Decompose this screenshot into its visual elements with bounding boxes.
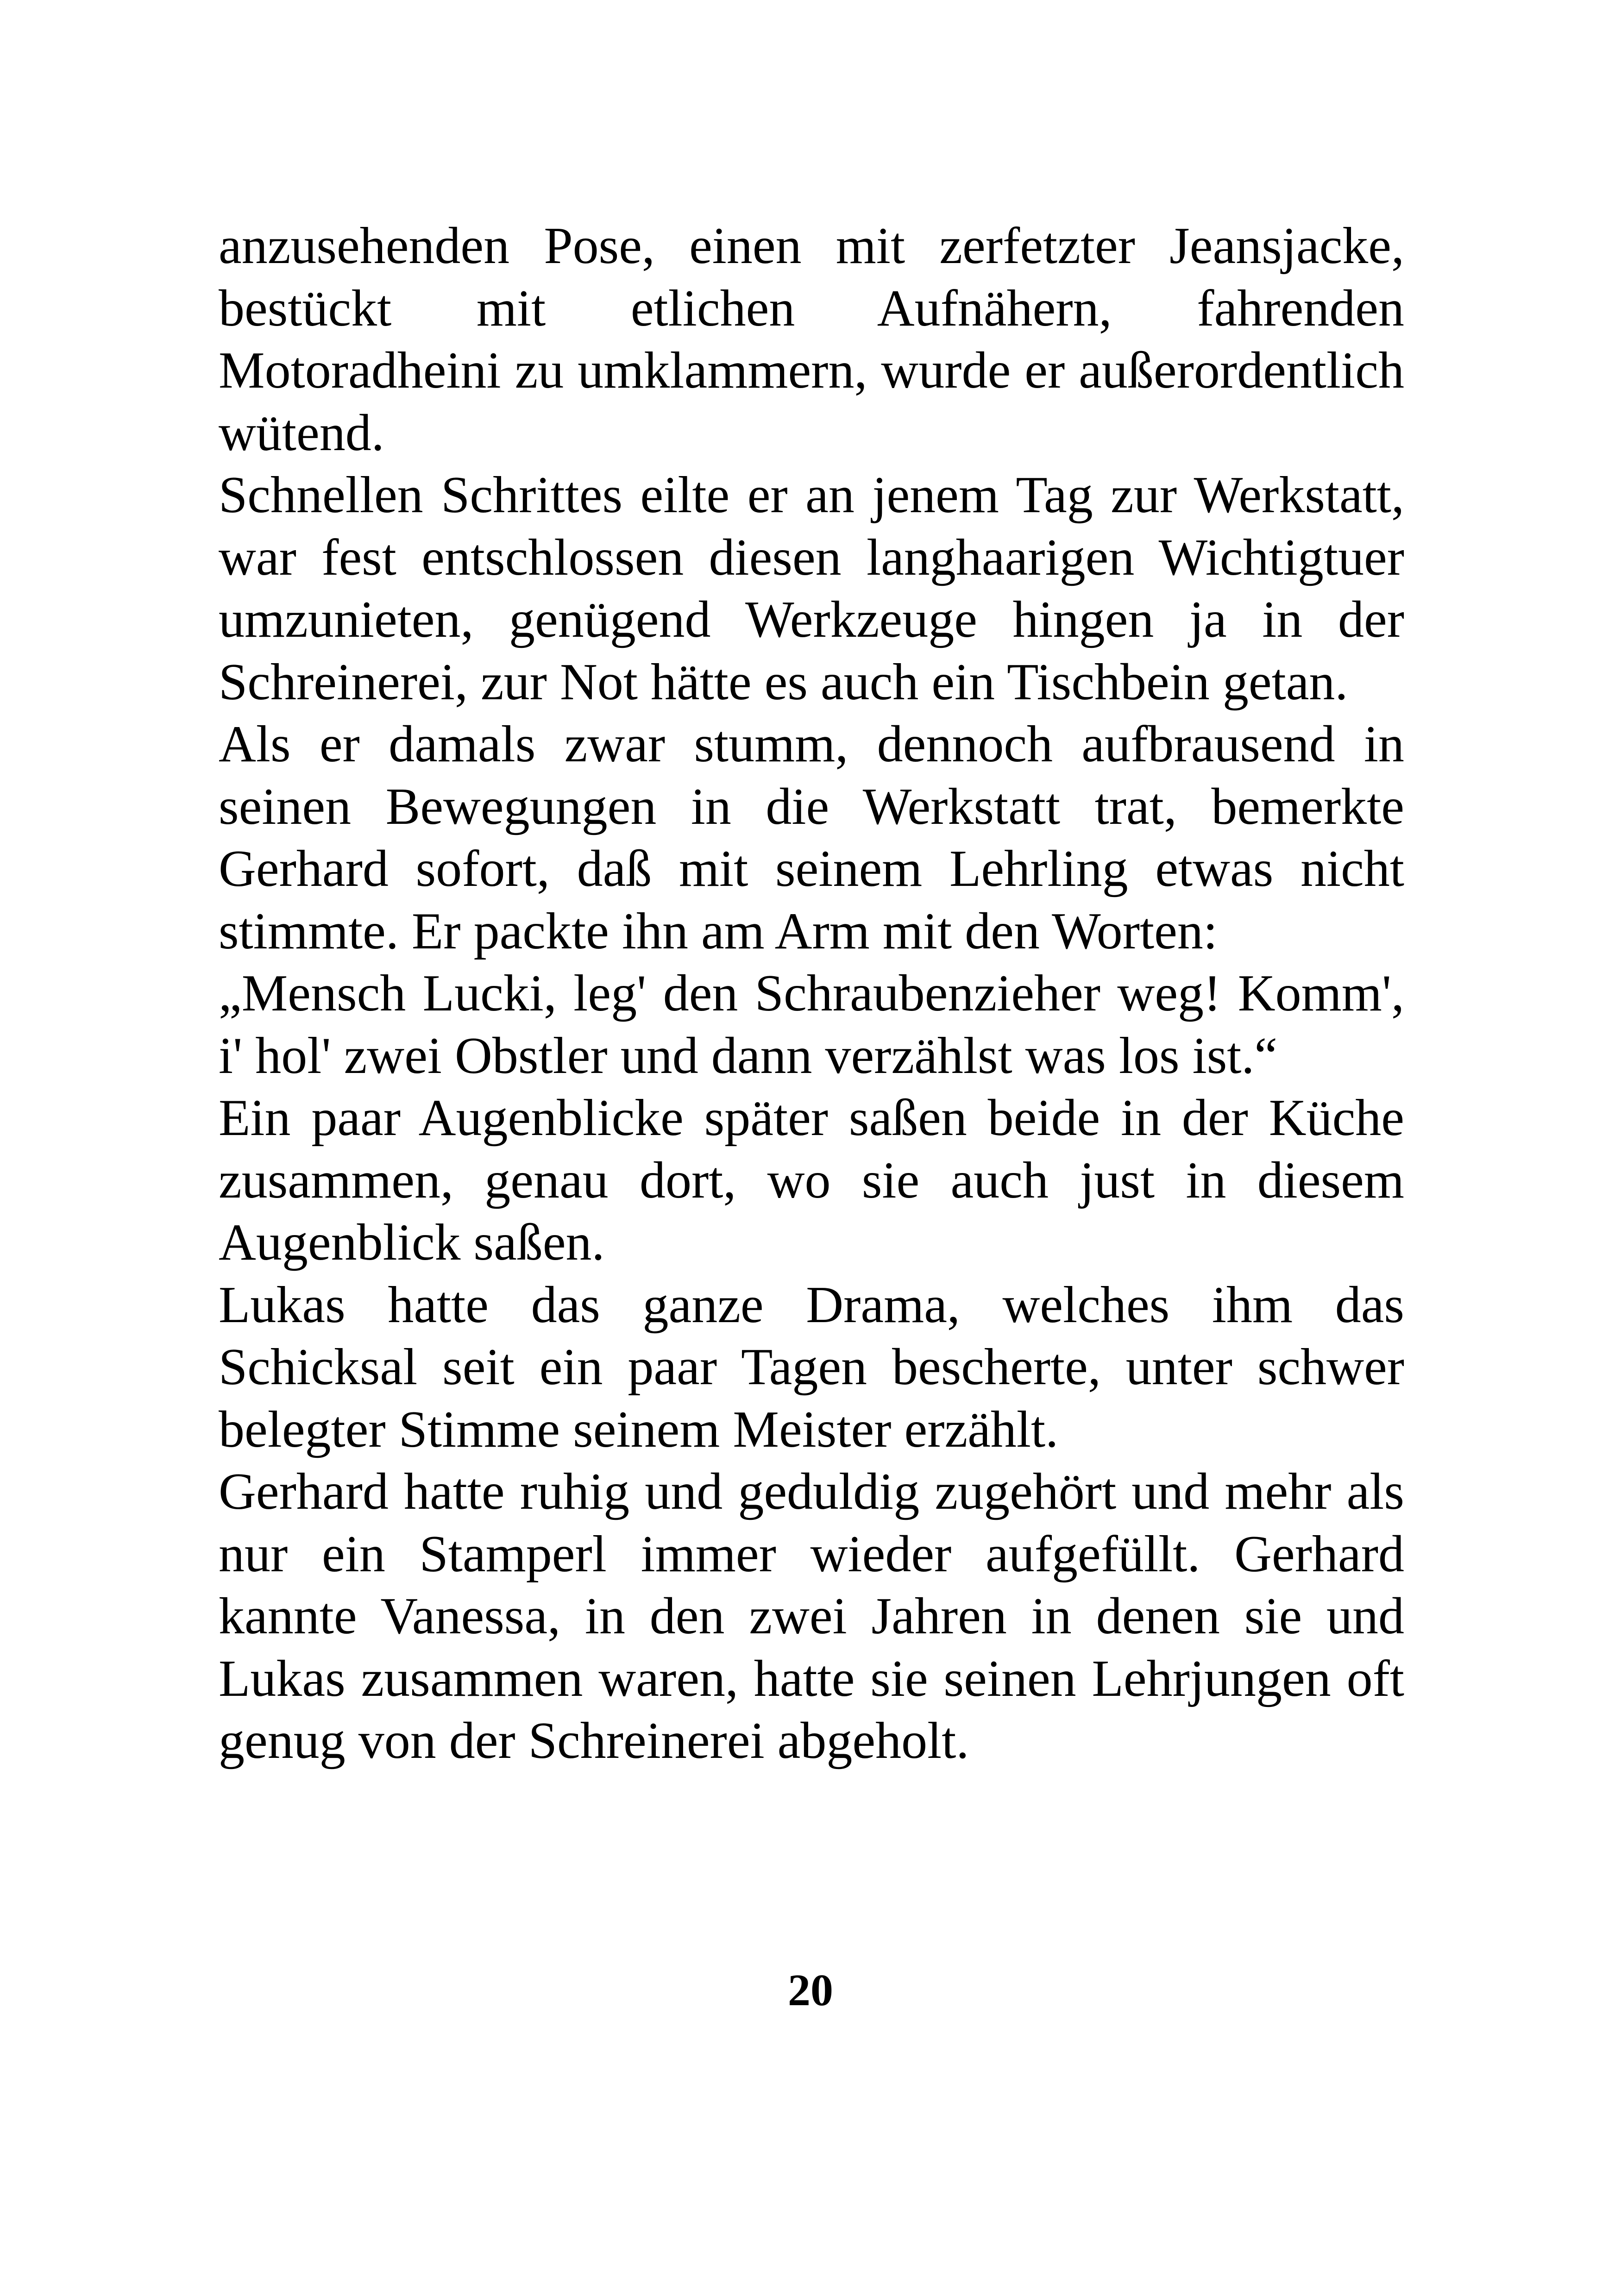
paragraph-2: Schnellen Schrittes eilte er an jenem Tag zur Werkstatt, war fest entschlossen diesen langhaarigen Wichtigtuer umzunieten, genügend Werkzeuge hingen ja in der Schreinerei, zur Not hätte es auch ein Tischbein getan. — [219, 466, 1404, 711]
paragraph-7: Gerhard hatte ruhig und geduldig zugehört und mehr als nur ein Stamperl immer wieder aufgefüllt. Gerhard kannte Vanessa, in den zwei Jahren in denen sie und Lukas zusammen waren, hatte sie seinen Lehrjungen oft genug von der Schreinerei abgeholt. — [219, 1463, 1404, 1769]
body-text — [219, 215, 1404, 1772]
paragraph-3: Als er damals zwar stumm, dennoch aufbrausend in seinen Bewegungen in die Werkstatt trat, bemerkte Gerhard sofort, daß mit seinem Lehrling etwas nicht stimmte. Er packte ihn am Arm mit den Worten: — [219, 715, 1404, 960]
paragraph-1: anzusehenden Pose, einen mit zerfetzter Jeansjacke, bestückt mit etlichen Aufnähern, fahrenden Motoradheini zu umklammern, wurde er außerordentlich wütend. — [219, 217, 1404, 462]
paragraph-4: „Mensch Lucki, leg' den Schraubenzieher weg! Komm', i' hol' zwei Obstler und dann verzählst was los ist.“ — [219, 965, 1404, 1085]
paragraph-5: Ein paar Augenblicke später saßen beide in der Küche zusammen, genau dort, wo sie auch just in diesem Augenblick saßen. — [219, 1089, 1404, 1271]
page-number: 20 — [788, 1965, 833, 2015]
paragraph-6: Lukas hatte das ganze Drama, welches ihm das Schicksal seit ein paar Tagen bescherte, unter schwer belegter Stimme seinem Meister erzählt. — [219, 1276, 1404, 1458]
